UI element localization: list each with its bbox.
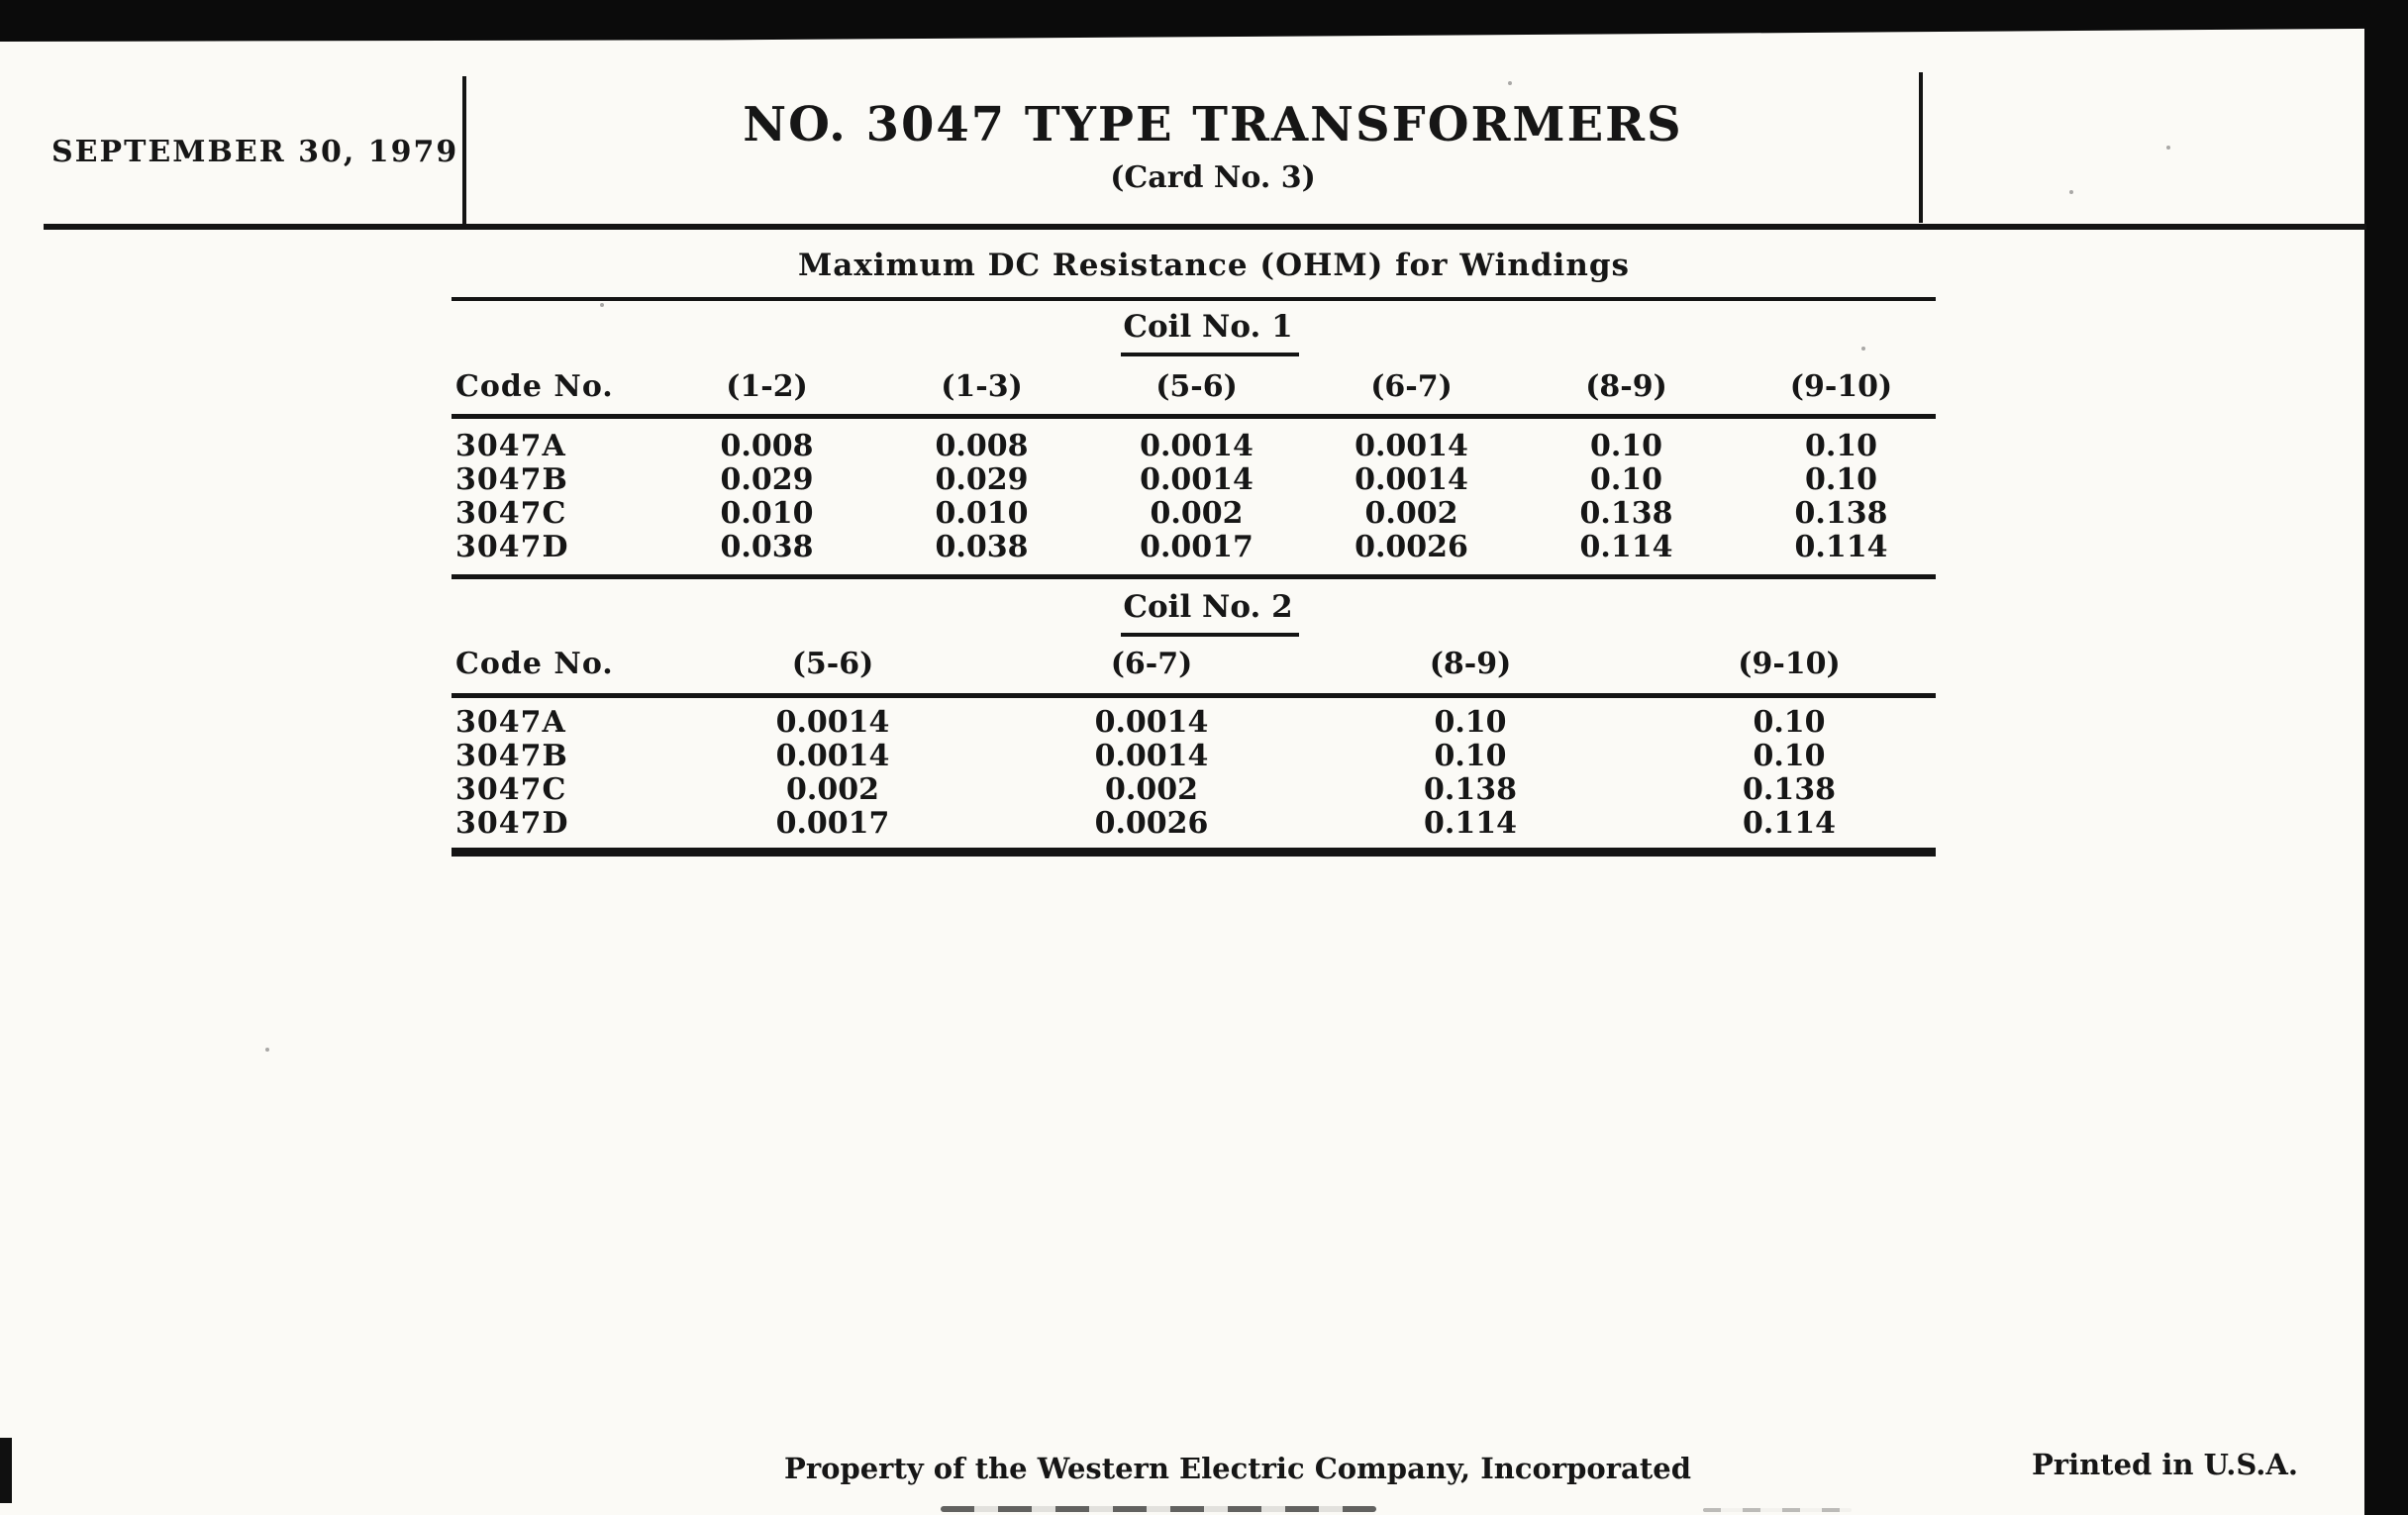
masthead-title-block — [693, 99, 1733, 195]
coil2-header-row — [455, 648, 1949, 681]
coil1-header-row — [455, 370, 1949, 404]
scan-bottom-smudge — [941, 1506, 1376, 1512]
value-cell: 0.038 — [720, 530, 814, 564]
value-cell: 0.138 — [1794, 496, 1888, 531]
value-cell: 0.10 — [1434, 705, 1507, 740]
value-cell: 0.114 — [1743, 806, 1836, 841]
masthead-divider-right — [1919, 72, 1923, 223]
value-cell: 0.10 — [1753, 739, 1826, 773]
value-cell: 0.0026 — [1094, 806, 1209, 841]
table-rule — [452, 414, 1936, 419]
value-cell: 0.114 — [1794, 530, 1888, 564]
value-cell: 0.10 — [1589, 429, 1663, 463]
value-cell: 0.038 — [935, 530, 1029, 564]
value-cell: 0.0014 — [1094, 705, 1209, 740]
column-header: (6-7) — [1370, 369, 1453, 404]
value-cell: 0.138 — [1579, 496, 1673, 531]
value-cell: 0.138 — [1424, 772, 1517, 807]
value-cell: 0.002 — [1364, 496, 1458, 531]
printed-in-usa-notice: Printed in U.S.A. — [2032, 1448, 2298, 1481]
code-cell: 3047D — [455, 530, 569, 564]
value-cell: 0.008 — [720, 429, 814, 463]
value-cell: 0.002 — [1105, 772, 1198, 807]
scan-speck — [600, 303, 604, 307]
table-rule — [452, 574, 1936, 579]
value-cell: 0.0014 — [1094, 739, 1209, 773]
value-cell: 0.0014 — [1354, 429, 1468, 463]
value-cell: 0.0014 — [1140, 429, 1254, 463]
table-rule — [452, 693, 1936, 698]
scan-speck — [1861, 347, 1865, 351]
table-rule — [452, 297, 1936, 301]
value-cell: 0.010 — [720, 496, 814, 531]
column-header: (1-3) — [941, 369, 1023, 404]
coil1-section-title: Coil No. 1 — [1123, 309, 1293, 345]
value-cell: 0.0014 — [775, 739, 890, 773]
value-cell: 0.10 — [1804, 429, 1878, 463]
code-cell: 3047B — [455, 462, 568, 497]
value-cell: 0.138 — [1743, 772, 1836, 807]
scan-speck — [265, 1048, 269, 1052]
column-header: (5-6) — [1155, 369, 1238, 404]
value-cell: 0.0017 — [1140, 530, 1254, 564]
column-header: (9-10) — [1789, 369, 1893, 404]
value-cell: 0.0014 — [1354, 462, 1468, 497]
scan-speck — [2069, 190, 2073, 194]
code-cell: 3047A — [455, 429, 566, 463]
column-header: (1-2) — [726, 369, 808, 404]
code-cell: 3047B — [455, 739, 568, 773]
code-cell: 3047A — [455, 705, 566, 740]
value-cell: 0.10 — [1434, 739, 1507, 773]
scan-bottom-smudge — [1703, 1508, 1852, 1512]
coil2-table-body — [455, 706, 1949, 841]
value-cell: 0.029 — [720, 462, 814, 497]
value-cell: 0.10 — [1589, 462, 1663, 497]
column-header: (8-9) — [1585, 369, 1667, 404]
column-header: (9-10) — [1738, 647, 1841, 681]
scan-left-edge-fragment — [0, 1438, 12, 1503]
value-cell: 0.0014 — [775, 705, 890, 740]
value-cell: 0.10 — [1804, 462, 1878, 497]
scan-speck — [1508, 81, 1512, 85]
value-cell: 0.114 — [1424, 806, 1517, 841]
coil2-title-underline — [1121, 633, 1299, 637]
coil1-table-body — [455, 430, 1949, 564]
table-title: Maximum DC Resistance (OHM) for Windings — [797, 248, 1631, 283]
value-cell: 0.114 — [1579, 530, 1673, 564]
card-number: (Card No. 3) — [1110, 160, 1316, 195]
column-header: (6-7) — [1110, 647, 1193, 681]
issue-date: SEPTEMBER 30, 1979 — [51, 135, 459, 169]
property-notice: Property of the Western Electric Company, Incorporated — [784, 1452, 1691, 1485]
column-header: Code No. — [455, 647, 614, 681]
value-cell: 0.0026 — [1354, 530, 1468, 564]
value-cell: 0.10 — [1753, 705, 1826, 740]
masthead-rule — [44, 224, 2366, 230]
value-cell: 0.010 — [935, 496, 1029, 531]
coil2-section-title: Coil No. 2 — [1123, 589, 1293, 625]
table-bottom-rule — [452, 848, 1936, 857]
code-cell: 3047C — [455, 772, 567, 807]
scan-speck — [2166, 146, 2170, 150]
value-cell: 0.002 — [786, 772, 879, 807]
code-cell: 3047D — [455, 806, 569, 841]
column-header: (5-6) — [791, 647, 874, 681]
column-header: (8-9) — [1429, 647, 1512, 681]
masthead-divider-left — [462, 76, 466, 228]
scan-top-edge — [0, 0, 2408, 42]
code-cell: 3047C — [455, 496, 567, 531]
value-cell: 0.0017 — [775, 806, 890, 841]
value-cell: 0.002 — [1150, 496, 1244, 531]
scan-right-edge — [2364, 0, 2408, 1515]
value-cell: 0.008 — [935, 429, 1029, 463]
value-cell: 0.029 — [935, 462, 1029, 497]
value-cell: 0.0014 — [1140, 462, 1254, 497]
document-title: NO. 3047 TYPE TRANSFORMERS — [743, 97, 1683, 152]
column-header: Code No. — [455, 369, 614, 404]
coil1-title-underline — [1121, 353, 1299, 356]
